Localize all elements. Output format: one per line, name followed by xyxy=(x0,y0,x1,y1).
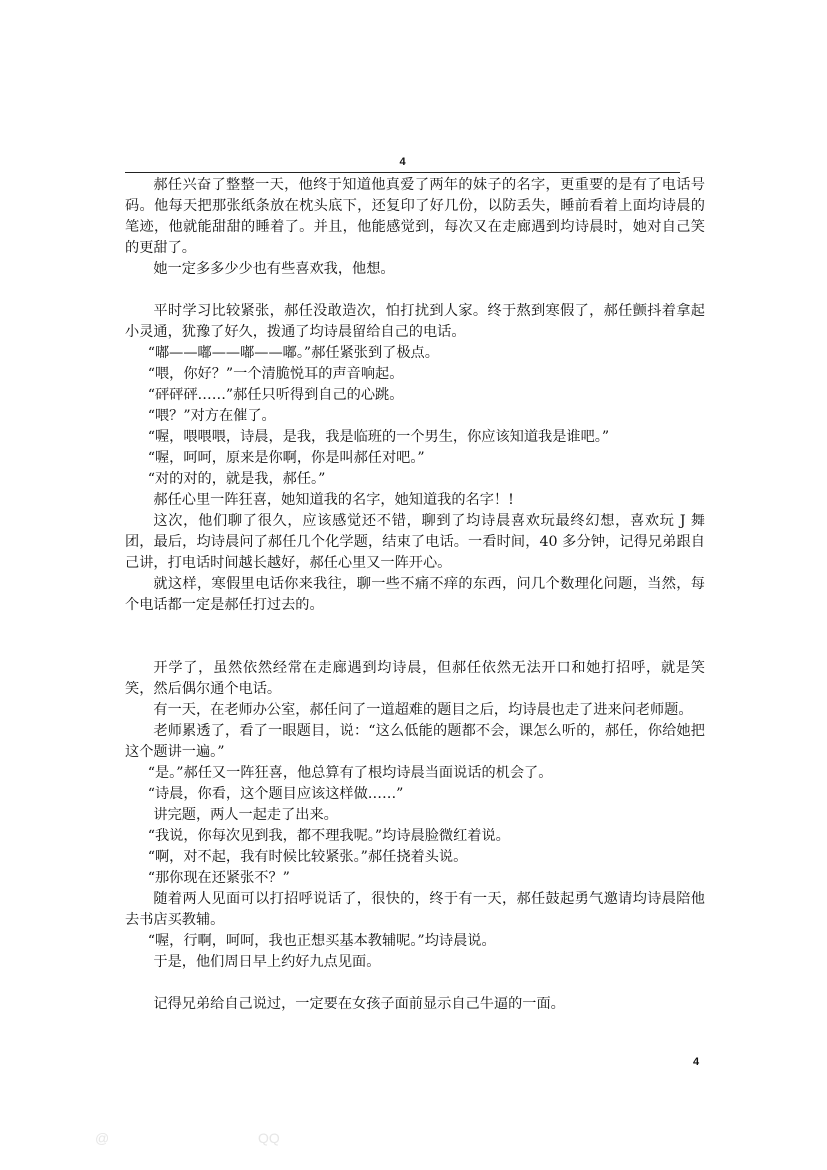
paragraph: 这次，他们聊了很久，应该感觉还不错，聊到了均诗晨喜欢玩最终幻想，喜欢玩 J 舞团，最后，均诗晨问了郝任几个化学题，结束了电话。一看时间，40 多分钟，记得兄弟跟自己讲，打电话时间越长越好，郝任心里又一阵开心。 xyxy=(125,513,705,571)
paragraph: “喔，喂喂喂，诗晨，是我，我是临班的一个男生，你应该知道我是谁吧。” xyxy=(147,429,610,445)
paragraph: 有一天，在老师办公室，郝任问了一道超难的题目之后，均诗晨也走了进来问老师题。 xyxy=(153,702,693,718)
header-page-number: 4 xyxy=(399,156,406,168)
paragraph: “喔，呵呵，原来是你啊，你是叫郝任对吧。” xyxy=(147,450,425,466)
paragraph: “对的对的，就是我，郝任。” xyxy=(147,471,326,487)
paragraph: 平时学习比较紧张，郝任没敢造次，怕打扰到人家。终于熬到寒假了，郝任颤抖着拿起小灵通，犹豫了好久，拨通了均诗晨留给自己的电话。 xyxy=(125,303,705,340)
body-text xyxy=(125,175,705,1015)
paragraph: “喂，你好？”一个清脆悦耳的声音响起。 xyxy=(147,366,404,382)
watermark-at: @ xyxy=(95,1130,110,1146)
paragraph: 她一定多多少少也有些喜欢我，他想。 xyxy=(153,261,395,277)
paragraph: 讲完题，两人一起走了出来。 xyxy=(153,807,338,823)
paragraph: “啊，对不起，我有时候比较紧张。”郝任挠着头说。 xyxy=(147,849,468,865)
paragraph: 郝任心里一阵狂喜，她知道我的名字，她知道我的名字！! xyxy=(153,492,514,508)
paragraph: 于是，他们周日早上约好九点见面。 xyxy=(153,954,381,970)
paragraph: 就这样，寒假里电话你来我往，聊一些不痛不痒的东西，问几个数理化问题，当然，每个电话都一定是郝任打过去的。 xyxy=(125,576,705,613)
paragraph: 老师累透了，看了一眼题目，说：“这么低能的题都不会，课怎么听的，郝任，你给她把这个题讲一遍。” xyxy=(125,723,705,760)
paragraph: “我说，你每次见到我，都不理我呢。”均诗晨脸微红着说。 xyxy=(147,828,510,844)
paragraph: 记得兄弟给自己说过，一定要在女孩子面前显示自己牛逼的一面。 xyxy=(153,996,565,1012)
paragraph: “喔，行啊，呵呵，我也正想买基本教辅呢。”均诗晨说。 xyxy=(147,933,496,949)
paragraph: 郝任兴奋了整整一天，他终于知道他真爱了两年的妹子的名字，更重要的是有了电话号码。他每天把那张纸条放在枕头底下，还复印了好几份，以防丢失，睡前看着上面均诗晨的笔迹，他就能甜甜的睡着了。并且，他能感觉到，每次又在走廊遇到均诗晨时，她对自己笑的更甜了。 xyxy=(125,177,705,256)
paragraph: “诗晨，你看，这个题目应该这样做……” xyxy=(147,786,404,802)
footer-page-number: 4 xyxy=(693,1056,700,1068)
paragraph: 随着两人见面可以打招呼说话了，很快的，终于有一天，郝任鼓起勇气邀请均诗晨陪他去书店买教辅。 xyxy=(125,891,705,928)
paragraph: “那你现在还紧张不？” xyxy=(147,870,290,886)
paragraph: “砰砰砰……”郝任只听得到自己的心跳。 xyxy=(147,387,404,403)
paragraph: “喂？”对方在催了。 xyxy=(147,408,276,424)
paragraph: “是。”郝任又一阵狂喜，他总算有了根均诗晨当面说话的机会了。 xyxy=(147,765,553,781)
page-header xyxy=(125,152,680,173)
watermark-qq: QQ xyxy=(258,1130,280,1146)
paragraph: 开学了，虽然依然经常在走廊遇到均诗晨，但郝任依然无法开口和她打招呼，就是笑笑，然后偶尔通个电话。 xyxy=(125,660,705,697)
paragraph: “嘟——嘟——嘟——嘟。”郝任紧张到了极点。 xyxy=(147,345,439,361)
